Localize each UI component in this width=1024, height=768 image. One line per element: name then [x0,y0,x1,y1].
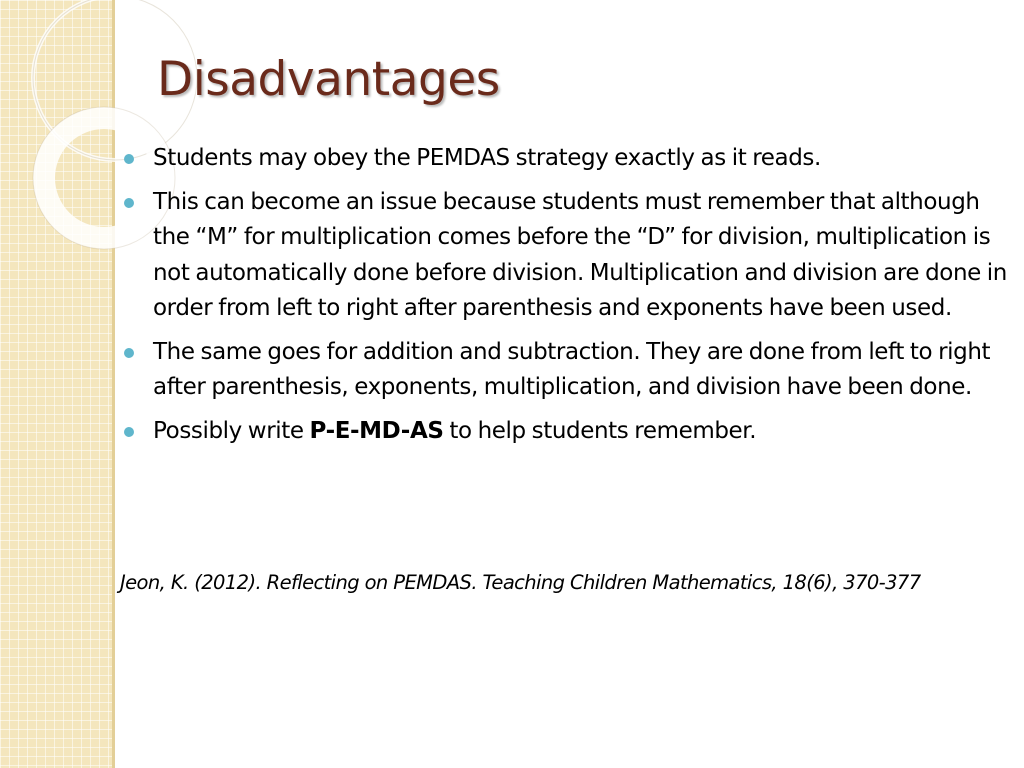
citation: Jeon, K. (2012). Reflecting on PEMDAS. Teaching Children Mathematics, 18(6), 370-377 [120,571,921,594]
bullet-item [153,185,1015,327]
bullet-emphasis: P-E-MD-AS [309,417,444,444]
bullet-text: This can become an issue because students must remember that although the “M” for multiplication comes before the “D” for division, multiplication is not automatically done before division. Multiplication and division are done in order from left to right after parenthesis and exponents have been used. [153,188,1007,321]
bullet-list [153,141,1015,457]
slide-title: Disadvantages [157,52,500,107]
bullet-dot-icon [124,198,134,208]
bullet-text: The same goes for addition and subtraction. They are done from left to right after parenthesis, exponents, multiplication, and division have been done. [153,338,991,400]
bullet-item [153,141,1015,177]
bullet-dot-icon [124,427,134,437]
decorative-ring-small [44,118,164,238]
bullet-prefix: Possibly write [153,417,310,444]
bullet-dot-icon [124,154,134,164]
bullet-item [153,335,1015,406]
bullet-suffix: to help students remember. [443,417,757,444]
bullet-dot-icon [124,348,134,358]
bullet-text: Students may obey the PEMDAS strategy exactly as it reads. [153,145,821,171]
bullet-text [153,418,756,444]
bullet-item [153,414,1015,450]
